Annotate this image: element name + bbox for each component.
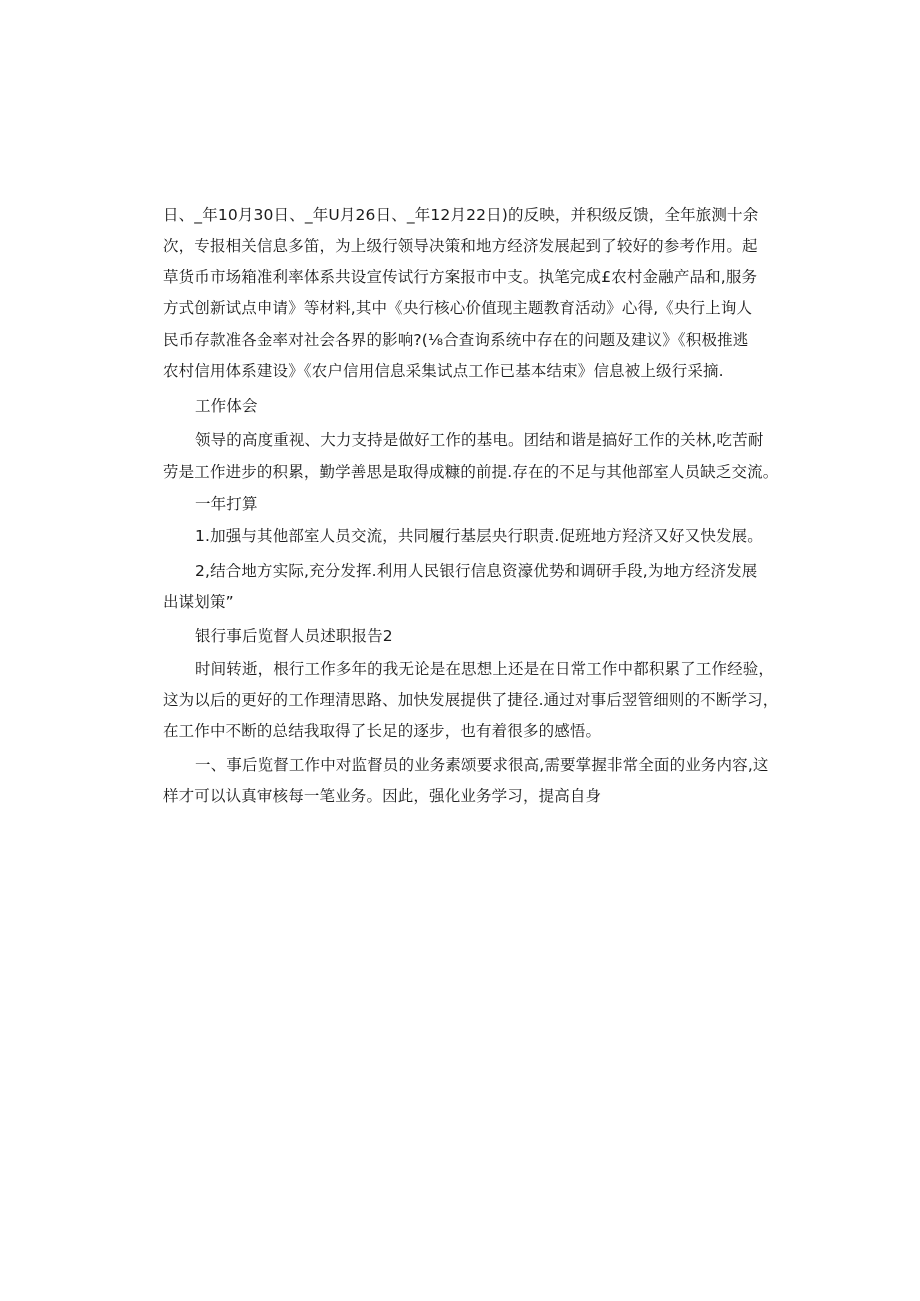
body-line: 方式创新试点申请》等材料,其中《央行核心价值现主题教育活动》心得,《央行上询人 — [163, 299, 753, 317]
body-line: 领导的高度重视、大力支持是做好工作的基电。团结和谐是搞好工作的关林,吃苦耐 — [195, 431, 764, 449]
body-line: 农村信用体系建设》《农户信用信息采集试点工作已基本结束》信息被上级行采摘. — [163, 362, 724, 380]
list-item: 1.加强与其他部室人员交流，共同履行基层央行职责.促班地方羟济又好又快发展。 — [195, 527, 763, 545]
body-line: 出谋划策” — [163, 593, 234, 611]
body-line: 民币存款准各金率对社会各界的影响?(⅛合查询系统中存在的问题及建议》《积极推逃 — [163, 331, 749, 349]
body-line: 一、事后览督工作中对监督员的业务素颂要求很高,需要掌握非常全面的业务内容,这 — [195, 756, 769, 774]
body-line: 时间转逝，根行工作多年的我无论是在思想上还是在日常工作中都积累了工作经验， — [195, 660, 775, 678]
report-title: 银行事后览督人员述职报告2 — [195, 627, 393, 645]
body-line: 这为以后的更好的工作理清思路、加快发展提供了捷径.通过对事后翌管细则的不断学习， — [163, 691, 779, 709]
body-line: 次，专报相关信息多笛，为上级行领导决策和地方经济发展起到了较好的参考作用。起 — [163, 237, 758, 255]
section-heading: 一年打算 — [195, 495, 258, 513]
body-line: 样才可以认真审核每一笔业务。因此，强化业务学习，提高自身 — [163, 787, 602, 805]
body-line: 草货币市场箱准利率体系共设宣传试行方案报市中支。执笔完成£农村金融产品和,服务 — [163, 268, 758, 286]
body-line: 日、_年10月30日、_年U月26日、_年12月22日)的反映，并积级反馈，全年旅测十余 — [163, 206, 759, 224]
list-item: 2,结合地方实际,充分发挥.利用人民银行信息资濠优势和调研手段,为地方经济发展 — [195, 562, 758, 580]
body-line: 在工作中不断的总结我取得了长足的逐步，也有着很多的感悟。 — [163, 722, 602, 740]
body-line: 劳是工作进步的积累，勤学善思是取得成糠的前提.存在的不足与其他部室人员缺乏交流。 — [163, 463, 779, 481]
section-heading: 工作体会 — [195, 397, 258, 415]
